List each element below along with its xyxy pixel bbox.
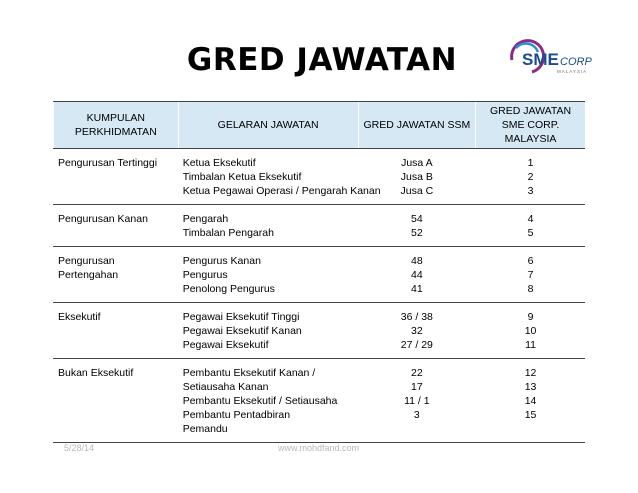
cell-gelaran: [178, 247, 358, 303]
cell-kumpulan-line: Pengurusan Kanan: [58, 213, 148, 225]
footer-url: www.mohdfand.com: [278, 443, 360, 453]
cell-gred-ssm: [358, 247, 476, 303]
cell-gred-smecorp-line: 8: [527, 283, 534, 295]
table-row: [54, 303, 586, 359]
cell-gred-smecorp: [476, 247, 585, 303]
table-row: [54, 359, 586, 443]
cell-gelaran-line: Ketua Eksekutif: [182, 157, 256, 169]
cell-gelaran-line: Pembantu Pentadbiran: [182, 409, 291, 421]
cell-gred-ssm-line: 17: [411, 381, 423, 393]
cell-gelaran-line: Setiausaha Kanan: [182, 381, 269, 393]
cell-gred-ssm-line: 48: [411, 255, 423, 267]
cell-gelaran-line: Pegawai Eksekutif: [182, 339, 269, 351]
table-row: [54, 247, 586, 303]
cell-gelaran: [178, 149, 381, 205]
cell-gelaran-line: Pembantu Eksekutif Kanan /: [182, 367, 316, 379]
cell-gred-smecorp-line: 1: [527, 157, 534, 169]
cell-gred-ssm-line: Jusa A: [401, 157, 433, 169]
table-row: [54, 149, 586, 205]
cell-gred-smecorp-line: 4: [527, 213, 534, 225]
footer-date: 5/28/14: [64, 443, 95, 453]
cell-gelaran-line: Pegawai Eksekutif Tinggi: [182, 311, 300, 323]
cell-gelaran: [178, 359, 358, 443]
cell-kumpulan-line: Pengurusan Tertinggi: [58, 157, 158, 169]
cell-gred-smecorp-line: 14: [524, 395, 537, 407]
cell-gred-ssm-line: 44: [411, 269, 423, 281]
cell-gelaran-line: Pembantu Eksekutif / Setiausaha: [182, 395, 338, 407]
cell-gred-smecorp-line: 6: [527, 255, 534, 267]
cell-gelaran: [178, 205, 358, 247]
job-grade-table: [53, 101, 585, 443]
cell-kumpulan-line: Pertengahan: [58, 269, 119, 281]
cell-gred-smecorp: [476, 149, 585, 205]
cell-kumpulan-line: Bukan Eksekutif: [58, 367, 134, 379]
cell-gred-smecorp: [476, 205, 585, 247]
cell-kumpulan: [54, 205, 179, 247]
cell-gelaran: [178, 303, 358, 359]
page-title: GRED JAWATAN: [186, 42, 458, 78]
header-gelaran: GELARAN JAWATAN: [178, 102, 358, 149]
cell-gred-smecorp-line: 11: [525, 339, 536, 351]
cell-gelaran-line: Pengurus Kanan: [182, 255, 261, 267]
cell-gred-ssm: [358, 359, 476, 443]
cell-gred-smecorp-line: 10: [524, 325, 537, 337]
header-kumpulan: KUMPULAN PERKHIDMATAN: [54, 102, 179, 149]
cell-gelaran-line: Pengurus: [182, 269, 228, 281]
logo-brand-sub: MALAYSIA: [557, 69, 588, 74]
cell-gred-smecorp-line: 2: [527, 171, 534, 183]
cell-gred-ssm-line: 54: [411, 213, 423, 225]
cell-gelaran-line: Ketua Pegawai Operasi / Pengarah Kanan: [182, 185, 381, 197]
cell-gelaran-line: Penolong Pengurus: [182, 283, 275, 295]
cell-kumpulan: [54, 303, 179, 359]
cell-gred-smecorp: [476, 303, 585, 359]
cell-gred-ssm-line: 22: [411, 367, 423, 379]
cell-kumpulan-line: Pengurusan: [58, 255, 115, 267]
logo-brand-main: SME: [522, 50, 559, 69]
cell-gred-ssm-line: 52: [411, 227, 423, 239]
cell-gred-ssm-line: Jusa B: [400, 171, 433, 183]
cell-gelaran-line: Pemandu: [182, 423, 228, 435]
cell-gred-ssm-line: 36 / 38: [400, 311, 433, 323]
cell-gred-ssm-line: 3: [413, 409, 420, 421]
table-row: [54, 205, 586, 247]
cell-gelaran-line: Timbalan Pengarah: [182, 227, 274, 239]
cell-gelaran-line: Pengarah: [182, 213, 229, 225]
cell-gred-ssm-line: 27 / 29: [400, 339, 433, 351]
cell-gred-smecorp-line: 9: [527, 311, 534, 323]
cell-kumpulan: [54, 149, 179, 205]
cell-gred-smecorp-line: 12: [524, 367, 537, 379]
cell-gred-ssm-line: Jusa C: [400, 185, 434, 197]
cell-gelaran-line: Timbalan Ketua Eksekutif: [182, 171, 302, 183]
header-gred-smecorp: GRED JAWATAN SME CORP. MALAYSIA: [476, 102, 585, 149]
cell-gred-ssm-line: 32: [411, 325, 423, 337]
cell-gred-ssm: [358, 205, 476, 247]
cell-gred-smecorp-line: 15: [524, 409, 537, 421]
cell-gred-smecorp-line: 13: [524, 381, 537, 393]
cell-gred-ssm-line: 41: [411, 283, 423, 295]
cell-gred-ssm: [358, 303, 476, 359]
cell-kumpulan-line: Eksekutif: [58, 311, 101, 323]
smecorp-logo: [508, 38, 608, 78]
cell-gred-ssm-line: 11 / 1: [404, 395, 430, 407]
header-gred-ssm: GRED JAWATAN SSM: [358, 102, 476, 149]
cell-gred-smecorp: [476, 359, 585, 443]
cell-gred-smecorp-line: 3: [527, 185, 534, 197]
cell-gred-smecorp-line: 7: [527, 269, 534, 281]
logo-brand-suffix: CORP: [560, 56, 592, 68]
cell-kumpulan: [54, 359, 179, 443]
cell-gelaran-line: Pegawai Eksekutif Kanan: [182, 325, 302, 337]
cell-kumpulan: [54, 247, 179, 303]
cell-gred-smecorp-line: 5: [527, 227, 534, 239]
